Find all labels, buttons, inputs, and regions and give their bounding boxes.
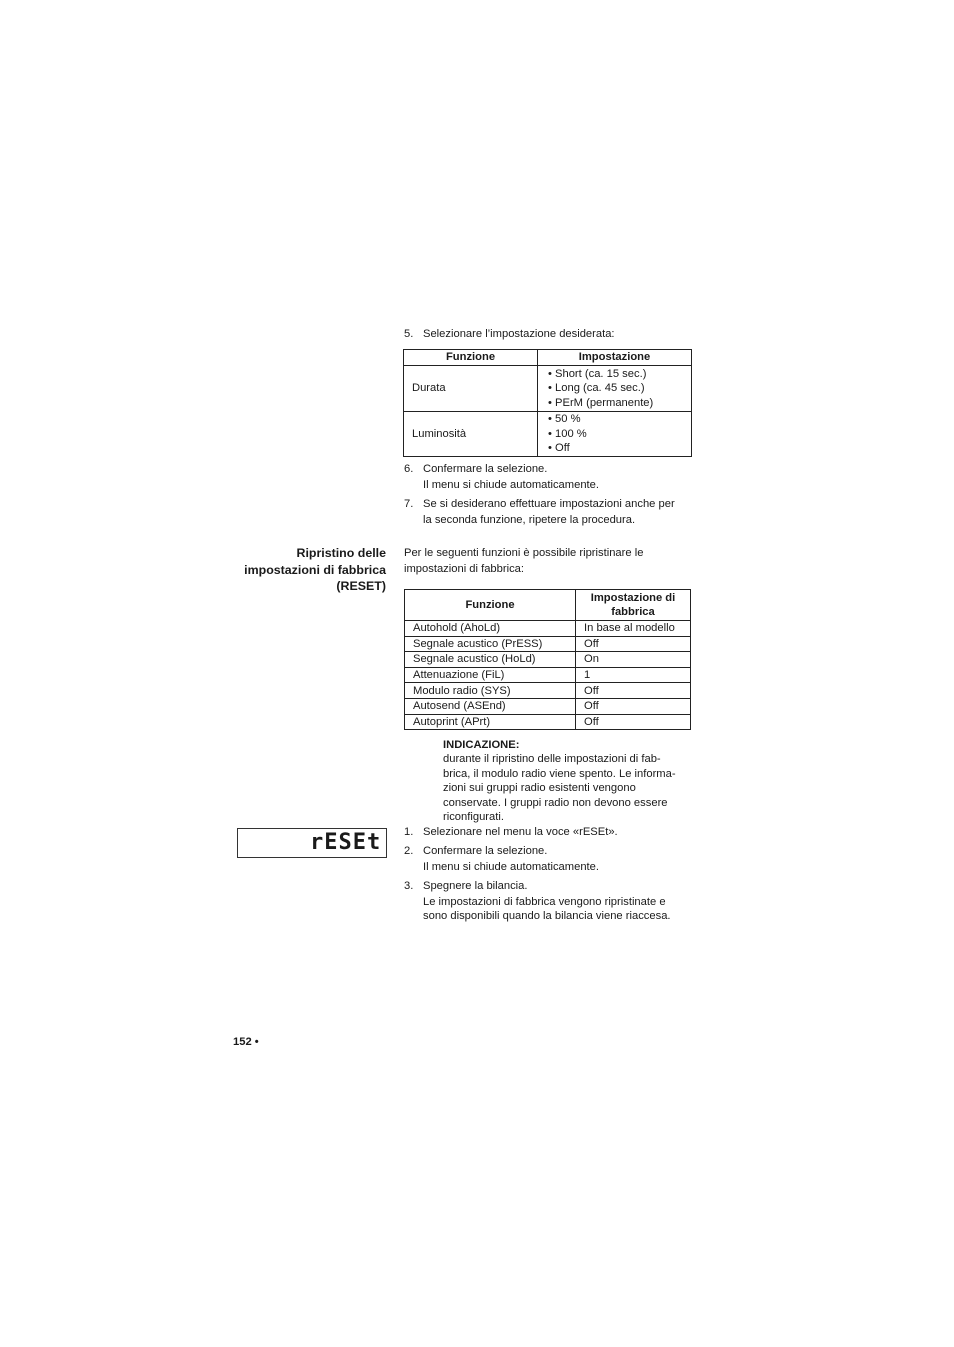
table-row	[405, 683, 691, 699]
step-line: Confermare la selezione.	[423, 463, 548, 475]
table-cell: Autoprint (APrt)	[405, 714, 576, 730]
table-row	[404, 412, 692, 457]
table-row	[405, 621, 691, 637]
section-heading	[218, 545, 386, 595]
table-cell: On	[576, 652, 691, 668]
table-cell: Luminosità	[404, 412, 538, 457]
page-number: 152 •	[233, 1036, 259, 1048]
table-cell: Off	[576, 683, 691, 699]
note-body: durante il ripristino delle impostazioni di fab- brica, il modulo radio viene spento. Le informa- zioni sui gruppi radio esistenti vengono conservate. I gruppi radio non devono essere riconfigurati.	[443, 753, 676, 823]
heading-line: (RESET)	[336, 579, 386, 593]
step-number: 3.	[404, 880, 414, 892]
step-text	[423, 879, 703, 923]
heading-line: impostazioni di fabbrica	[244, 562, 386, 577]
list-item: • Off	[548, 442, 570, 454]
table-cell: 1	[576, 667, 691, 683]
step-line: Il menu si chiude automaticamente.	[423, 860, 599, 873]
lcd-text: rESEt	[310, 830, 382, 855]
step-text: Selezionare nel menu la voce «rESEt».	[423, 826, 618, 838]
list-item: • Short (ca. 15 sec.)	[548, 367, 647, 380]
table-header-cell: Impostazione di fabbrica	[576, 590, 691, 621]
table-cell	[538, 366, 692, 412]
list-item: • PErM (permanente)	[548, 396, 654, 409]
step-number: 5.	[404, 328, 414, 340]
list-item: • Long (ca. 45 sec.)	[548, 382, 645, 395]
table-cell: Attenuazione (FiL)	[405, 667, 576, 683]
heading-line: Ripristino delle	[296, 546, 386, 560]
step-line: Confermare la selezione.	[423, 845, 548, 857]
step-number: 7.	[404, 498, 414, 510]
settings-table	[403, 349, 692, 457]
step-number: 1.	[404, 826, 414, 838]
step-line: sono disponibili quando la bilancia viene riaccesa.	[423, 910, 671, 922]
lcd-display	[237, 828, 387, 858]
table-cell: In base al modello	[576, 621, 691, 637]
table-cell: Autosend (ASEnd)	[405, 698, 576, 714]
note-title: INDICAZIONE:	[443, 739, 520, 751]
table-row	[405, 667, 691, 683]
table-row	[405, 652, 691, 668]
table-header-cell: Impostazione	[538, 350, 692, 366]
table-row	[405, 714, 691, 730]
table-cell: Segnale acustico (PrESS)	[405, 636, 576, 652]
factory-settings-table	[404, 589, 691, 730]
step-text	[423, 462, 703, 491]
list-item: • 100 %	[548, 427, 587, 440]
step-text	[423, 844, 703, 873]
table-cell: Segnale acustico (HoLd)	[405, 652, 576, 668]
table-row	[405, 698, 691, 714]
step-line: Le impostazioni di fabbrica vengono ripristinate e	[423, 895, 666, 908]
table-header-row	[405, 590, 691, 621]
step-number: 2.	[404, 845, 414, 857]
table-cell: Off	[576, 698, 691, 714]
table-cell: Durata	[404, 366, 538, 412]
intro-line: Per le seguenti funzioni è possibile ripristinare le	[404, 547, 644, 559]
table-cell: Off	[576, 714, 691, 730]
step-text	[423, 497, 703, 526]
step-line: Spegnere la bilancia.	[423, 880, 528, 892]
table-cell	[538, 412, 692, 457]
step-line: Se si desiderano effettuare impostazioni anche per	[423, 498, 675, 510]
list-item: • 50 %	[548, 413, 581, 425]
table-cell: Modulo radio (SYS)	[405, 683, 576, 699]
section-intro	[404, 546, 704, 575]
table-header-row	[404, 350, 692, 366]
table-header-cell: Funzione	[405, 590, 576, 621]
intro-line: impostazioni di fabbrica:	[404, 562, 525, 575]
table-cell: Off	[576, 636, 691, 652]
table-header-cell: Funzione	[404, 350, 538, 366]
step-line: Il menu si chiude automaticamente.	[423, 478, 599, 491]
step-number: 6.	[404, 463, 414, 475]
step-line: la seconda funzione, ripetere la procedura.	[423, 513, 636, 526]
step-text: Selezionare l’impostazione desiderata:	[423, 328, 615, 340]
table-row	[405, 636, 691, 652]
table-row	[404, 366, 692, 412]
table-cell: Autohold (AhoLd)	[405, 621, 576, 637]
